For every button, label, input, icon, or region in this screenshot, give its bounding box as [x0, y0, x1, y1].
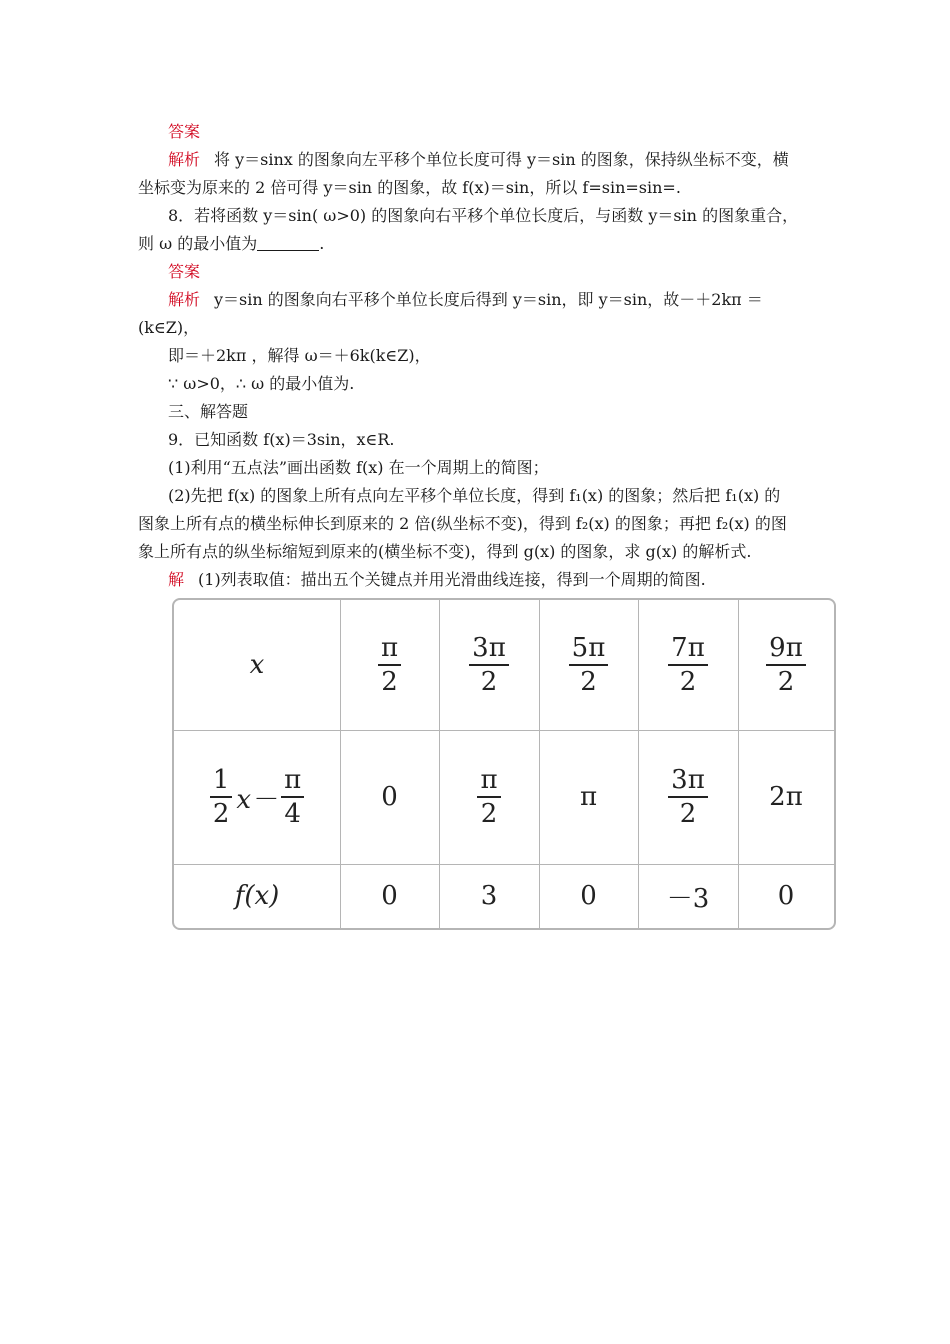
- header-x-cell: [174, 600, 340, 730]
- u-value-cell: [340, 730, 439, 864]
- explanation-2-line4: ∵ ω>0，∴ ω 的最小值为.: [168, 374, 355, 393]
- u-value-cell: [638, 730, 738, 864]
- explanation-text: 将 y＝sinx 的图象向左平移个单位长度可得 y＝sin 的图象，保持纵坐标不变，横: [214, 150, 789, 169]
- row3-label-cell: [174, 864, 340, 928]
- answer-1-line: [168, 118, 848, 146]
- question-8-cont: [138, 230, 818, 258]
- answer-label: 答案: [168, 262, 201, 281]
- fraction: [668, 632, 708, 698]
- question-8-cont-text: 则 ω 的最小值为: [138, 234, 258, 253]
- numerator: 9π: [766, 632, 806, 666]
- fraction: [569, 632, 609, 698]
- fraction: [281, 764, 304, 830]
- question-9-line: 9．已知函数 f(x)＝3sin，x∈R.: [168, 430, 395, 449]
- explanation-2-cont: (k∈Z)，: [138, 318, 200, 337]
- numerator: π: [378, 632, 401, 666]
- fraction: [766, 632, 806, 698]
- denominator: 2: [679, 667, 697, 697]
- numerator: 7π: [668, 632, 708, 666]
- denominator: 2: [381, 667, 398, 697]
- numerator: 5π: [569, 632, 609, 666]
- u-value-cell: [439, 730, 539, 864]
- x-value-cell: [738, 600, 834, 730]
- row3-label: f(x): [234, 881, 280, 911]
- numerator: 3π: [668, 764, 708, 798]
- row2-label-cell: [174, 730, 340, 864]
- cell-value: －3: [666, 883, 710, 914]
- header-x: x: [249, 650, 265, 680]
- explanation-2-line: [168, 286, 848, 314]
- f-value-cell: [638, 864, 738, 928]
- explanation-label: 解析: [168, 150, 201, 169]
- explanation-1-cont: 坐标变为原来的 2 倍可得 y＝sin 的图象，故 f(x)＝sin，所以 f=sin=sin=.: [138, 178, 681, 197]
- denominator: 2: [212, 799, 230, 829]
- denominator: 2: [580, 667, 597, 697]
- x-value-cell: [340, 600, 439, 730]
- row2-variable: x－: [236, 784, 278, 815]
- explanation-text: y＝sin 的图象向右平移个单位长度后得到 y＝sin，即 y＝sin，故－＋2kπ ＝: [214, 290, 763, 309]
- denominator: 2: [679, 799, 697, 829]
- explanation-2-line3: 即＝＋2kπ ，解得 ω＝＋6k(k∈Z)，: [168, 346, 431, 365]
- numerator: π: [477, 764, 500, 798]
- value-table: [172, 598, 836, 930]
- cell-value: 2π: [769, 782, 803, 812]
- answer-label: 答案: [168, 122, 201, 141]
- explanation-label: 解析: [168, 290, 201, 309]
- question-8-line: 8．若将函数 y＝sin( ω>0) 的图象向右平移个单位长度后，与函数 y＝sin 的图象重合，: [168, 206, 799, 225]
- numerator: 3π: [469, 632, 509, 666]
- solution-label: 解: [168, 570, 185, 589]
- cell-value: 3: [480, 881, 498, 911]
- question-9-part2-cont2: 象上所有点的纵坐标缩短到原来的(横坐标不变)，得到 g(x) 的图象，求 g(x) 的解析式.: [138, 542, 752, 561]
- u-value-cell: [738, 730, 834, 864]
- u-value-cell: [539, 730, 638, 864]
- answer-2-line: [168, 258, 848, 286]
- denominator: 2: [777, 667, 795, 697]
- fraction: [469, 632, 509, 698]
- table-grid: [174, 600, 834, 928]
- question-9-part1: (1)利用“五点法”画出函数 f(x) 在一个周期上的简图；: [168, 458, 549, 477]
- question-8-period: .: [319, 234, 325, 253]
- x-value-cell: [439, 600, 539, 730]
- section-heading: 三、解答题: [168, 402, 249, 421]
- f-value-cell: [539, 864, 638, 928]
- cell-value: 0: [381, 881, 398, 911]
- fraction: [378, 632, 401, 698]
- cell-value: 0: [777, 881, 795, 911]
- solution-text: (1)列表取值：描出五个关键点并用光滑曲线连接，得到一个周期的简图.: [198, 570, 706, 589]
- question-9-part2-cont1: 图象上所有点的横坐标伸长到原来的 2 倍(纵坐标不变)，得到 f₂(x) 的图象；再把 f₂(x) 的图: [138, 514, 787, 533]
- cell-value: 0: [381, 782, 398, 812]
- f-value-cell: [738, 864, 834, 928]
- f-value-cell: [340, 864, 439, 928]
- fraction: [477, 764, 500, 830]
- f-value-cell: [439, 864, 539, 928]
- numerator: 1: [210, 764, 233, 798]
- question-9-part2: (2)先把 f(x) 的图象上所有点向左平移个单位长度，得到 f₁(x) 的图象；然后把 f₁(x) 的: [168, 486, 781, 505]
- denominator: 2: [480, 799, 498, 829]
- cell-value: 0: [580, 881, 597, 911]
- fraction: [210, 764, 233, 830]
- fraction: [668, 764, 708, 830]
- x-value-cell: [539, 600, 638, 730]
- denominator: 4: [284, 799, 301, 829]
- explanation-1-line: [168, 146, 848, 174]
- cell-value: π: [579, 782, 598, 812]
- x-value-cell: [638, 600, 738, 730]
- denominator: 2: [480, 667, 498, 697]
- numerator: π: [281, 764, 304, 798]
- fill-in-blank: [257, 234, 319, 251]
- solution-line: [168, 566, 848, 594]
